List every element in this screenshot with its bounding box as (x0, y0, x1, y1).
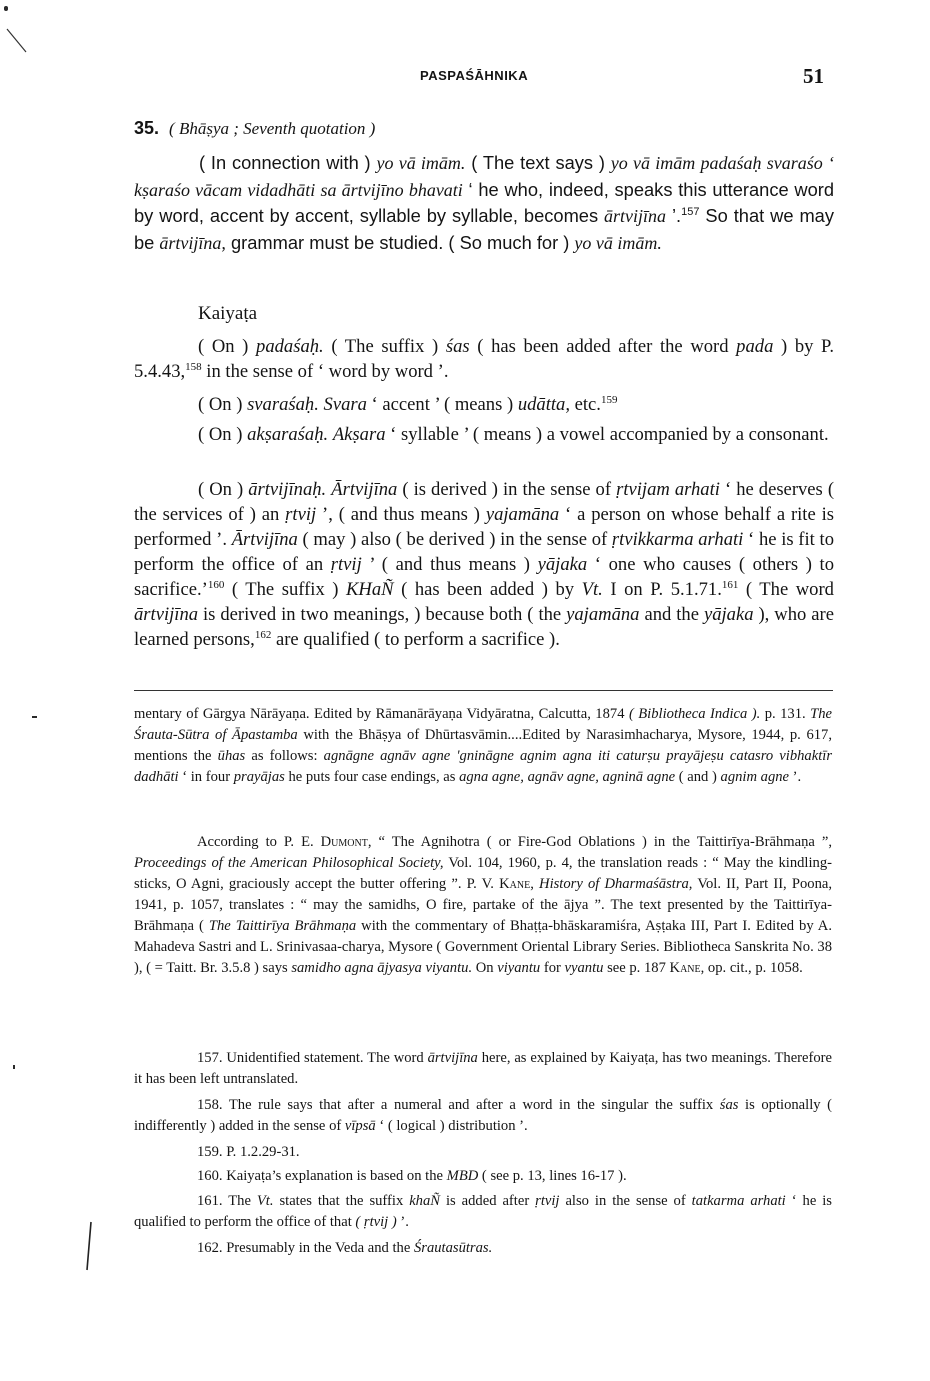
text-run: Vt. (256, 1193, 274, 1209)
text-run: ārtvijīnaḥ. (248, 479, 327, 500)
text-run: yo vā imām padaśaḥ svaraśo ‘ kṣaraśo vācam vidadhāti sa ārtvijīno bhavati (134, 153, 834, 200)
text-run: ‘ ( logical ) distribution ’. (375, 1118, 528, 1134)
text-run: pada (736, 336, 774, 357)
text-run: ( has been added ) by (393, 579, 582, 600)
text-run: ( may ) also ( be derived ) in the sense of (297, 529, 612, 550)
text-run: ārtvijīna (134, 604, 199, 625)
text-run: as follows: (245, 748, 324, 764)
para-aksarasah (134, 422, 834, 447)
footnote-divider (134, 690, 833, 691)
text-run: mentary of Gārgya Nārāyaṇa. Edited by Rāmanārāyaṇa Vidyāratna, Calcutta, 1874 (134, 706, 629, 722)
text-run: Dumont, (320, 834, 372, 850)
text-run: ṛtvij (285, 504, 317, 525)
text-run: is derived in two meanings, ) because both ( the (198, 604, 567, 625)
text-run: ) by P. 5.4.43, (134, 336, 834, 382)
text-run: “ The Agnihotra ( or Fire-God Oblations ) in the Taittirīya-Brāhmaṇa ”, (371, 834, 832, 850)
text-run: ( The suffix ) (323, 336, 446, 357)
text-run: 158. The rule says that after a numeral and after a word in the singular the suffix (197, 1097, 720, 1113)
text-run: ( and ) (675, 769, 721, 785)
text-run: ‘ accent ’ ( means ) (366, 394, 518, 415)
text-run: ’. (789, 769, 802, 785)
footnote-161 (134, 1191, 832, 1233)
text-run: with the commentary of Bhaṭṭa-bhāskaramiśra, Aṣṭaka III, Part I. Edited by A. Mahadeva Sastri and L. Srinivasaa-charya, Mysore ( Government Oriental Library Series. Bibliotheca Sanskrita No. 38 ), ( = Taitt. Br. 3.5.8 ) says (134, 918, 832, 976)
text-run: with the Bhāṣya of Dhūrtasvāmin....Edited by Narasimhacharya, Mysore, 1944, p. 617, mentions the (134, 727, 832, 764)
text-run: states that the suffix (273, 1193, 410, 1209)
section-heading (134, 118, 834, 139)
text-run: ārtvijīna (604, 206, 667, 226)
text-run: samidho agna ājyasya viyantu. (291, 960, 473, 976)
text-run: ( The word (738, 579, 834, 600)
text-run: ṛtvijam arhati (616, 479, 720, 500)
text-run: and the (639, 604, 704, 625)
text-run: yajamāna (485, 504, 560, 525)
text-run: śas (445, 336, 470, 357)
text-run: ūhas (217, 748, 246, 764)
text-run: Śrautasūtras. (413, 1240, 493, 1256)
footnote-ref: 158 (185, 360, 202, 373)
scan-speck (32, 716, 37, 718)
text-run: op. cit., p. 1058. (704, 960, 803, 976)
text-run: ), who are learned persons, (134, 604, 834, 650)
scan-mark-stroke (84, 1220, 94, 1272)
footnote-158 (134, 1095, 832, 1137)
text-run: ( On ) (198, 479, 249, 500)
text-run: So that we may be (134, 205, 834, 253)
text-run: yājaka (703, 604, 754, 625)
text-run: ’ ( and thus means ) (361, 554, 538, 575)
text-run: Svara (323, 394, 367, 415)
footnote-160 (134, 1166, 832, 1187)
text-run: ( Bibliotheca Indica ). (628, 706, 761, 722)
text-run: vyantu (564, 960, 604, 976)
section-number: 35. (134, 118, 160, 138)
footnote-ref: 161 (721, 578, 739, 591)
text-run: are qualified ( to perform a sacrifice ). (271, 629, 560, 650)
text-run: agna agne, agnāv agne, agninā agne (459, 769, 676, 785)
text-run: is optionally ( indifferently ) added in the sense of (134, 1097, 832, 1134)
text-run: ‘ syllable ’ ( means ) a vowel accompanied by a consonant. (385, 424, 829, 445)
section-title: ( Bhāṣya ; Seventh quotation ) (169, 119, 376, 138)
running-title: PASPAŚĀHNIKA (420, 68, 529, 83)
footnote-162 (134, 1238, 832, 1259)
scan-mark-line (6, 28, 28, 54)
footnote-dumont (134, 832, 832, 979)
text-run: ‘ he deserves ( the services of ) an (134, 479, 835, 525)
text-run: On (472, 960, 498, 976)
text-run: 159. P. 1.2.29-31. (197, 1144, 300, 1160)
text-run: According to P. E. (197, 834, 321, 850)
text-run: padaśaḥ. (256, 336, 324, 357)
text-run: ( The suffix ) (224, 579, 347, 600)
text-run: in the sense of ‘ word by word ’. (201, 361, 449, 382)
text-run: vīpsā (344, 1118, 376, 1134)
text-run: ( On ) (198, 394, 248, 415)
text-run: ṛtvij (535, 1193, 560, 1209)
para-svarasah (134, 392, 834, 417)
text-run: Ārtvijīna (231, 529, 298, 550)
text-run: 160. Kaiyaṭa’s explanation is based on the (197, 1168, 447, 1184)
scan-speck (13, 1065, 15, 1069)
text-run: is added after (440, 1193, 536, 1209)
text-run: ‘ one who causes ( others ) to sacrifice.’ (134, 554, 835, 600)
text-run: etc. (569, 394, 601, 415)
text-run: The Śrauta-Sūtra of Āpastamba (134, 706, 832, 743)
text-run: 161. The (197, 1193, 257, 1209)
text-run: ’. (666, 205, 682, 226)
footnote-ref: 159 (600, 393, 618, 406)
scan-speck (4, 6, 8, 11)
text-run: tatkarma arhati (691, 1193, 786, 1209)
text-run: ( ṛtvij ) (355, 1214, 397, 1230)
text-run: also in the sense of (559, 1193, 692, 1209)
text-run: ( On ) (198, 424, 248, 445)
page-header (0, 64, 930, 94)
text-run: History of Dharmaśāstra, (539, 876, 693, 892)
text-run: 157. Unidentified statement. The word (197, 1050, 428, 1066)
text-run: ‘ he is fit to perform the office of an (134, 529, 834, 575)
text-run: ārtvijīna, (159, 232, 226, 253)
text-run: Vt. (581, 579, 603, 600)
para-padasah (134, 334, 834, 384)
text-run: yājaka (537, 554, 588, 575)
text-run: ‘ he who, indeed, speaks this utterance word by word, accent by accent, syllable by syllable, becomes (134, 178, 834, 226)
text-run: ṛtvij (330, 554, 362, 575)
text-run: ‘ a person on whose behalf a rite is performed ’. (134, 504, 834, 550)
text-run: yo vā imām. (574, 232, 662, 253)
text-run: 162. Presumably in the Veda and the (197, 1240, 414, 1256)
text-run: ( has been added after the word (469, 336, 737, 357)
text-run: Vol. II, Part II, Poona, 1941, p. 1057, translates : “ may the samidhs, O fire, partake of the ājya ”. The text presented by the Taittirīya-Brāhmaṇa ( (134, 876, 832, 934)
text-run: KHaÑ (346, 579, 394, 600)
footnote-ref: 160 (207, 578, 225, 591)
text-run: ( see p. 13, lines 16-17 ). (478, 1168, 627, 1184)
bhasya-paragraph (134, 150, 834, 256)
text-run: akṣaraśaḥ. (247, 424, 329, 445)
text-run: agnim agne (720, 769, 790, 785)
text-run: viyantu (497, 960, 541, 976)
text-run: Proceedings of the American Philosophical Society, (134, 855, 444, 871)
text-run: ( is derived ) in the sense of (397, 479, 617, 500)
text-run: here, as explained by Kaiyaṭa, has two meanings. Therefore it has been left untranslated. (134, 1050, 833, 1087)
footnote-157 (134, 1048, 832, 1090)
text-run: p. 131. (760, 706, 811, 722)
text-run: he puts four case endings, as (284, 769, 460, 785)
text-run: Vol. 104, 1960, p. 4, the translation reads : “ May the kindling-sticks, O Agni, graciously accept the butter offering ”. P. V. (134, 855, 832, 892)
footnote-159 (134, 1142, 832, 1163)
text-run: for (540, 960, 565, 976)
text-run: Ārtvijīna (331, 479, 398, 500)
text-run: ‘ in four (178, 769, 234, 785)
text-run: svaraśaḥ. (247, 394, 319, 415)
text-run: Akṣara (332, 424, 386, 445)
text-run: I on P. 5.1.71. (602, 579, 722, 600)
text-run: ārtvijīna (427, 1050, 478, 1066)
para-artvijinah (134, 477, 834, 652)
footnote-continuation (134, 704, 832, 788)
footnote-ref: 162 (254, 628, 272, 641)
text-run: ’, ( and thus means ) (316, 504, 486, 525)
text-run: ( In connection with ) (199, 152, 377, 173)
text-run: Kane, (669, 960, 705, 976)
text-run: MBD (446, 1168, 479, 1184)
text-run: ’. (396, 1214, 409, 1230)
text-run: see p. 187 (603, 960, 670, 976)
text-run: udātta, (517, 394, 570, 415)
text-run: agnāgne agnāv agne 'gnināgne agnim agna iti caturṣu prayājeṣu catasro vibhaktīr dadhāti (134, 748, 832, 785)
text-run: yo vā imām. (376, 153, 466, 173)
text-run: śas (719, 1097, 739, 1113)
footnote-ref: 157 (681, 205, 700, 218)
text-run: prayājas (233, 769, 285, 785)
text-run: ṛtvikkarma arhati (611, 529, 744, 550)
commentary-heading: Kaiyaṭa (198, 303, 258, 324)
text-run: ( On ) (198, 336, 257, 357)
text-run: khaÑ (409, 1193, 441, 1209)
text-run: grammar must be studied. ( So much for ) (225, 231, 575, 253)
text-run: yajamāna (566, 604, 640, 625)
text-run: Kane, (499, 876, 534, 892)
page-number: 51 (803, 64, 824, 88)
text-run: ‘ he is qualified to perform the office of that (134, 1193, 832, 1230)
text-run: The Taittirīya Brāhmaṇa (208, 918, 357, 934)
text-run: ( The text says ) (465, 152, 611, 173)
